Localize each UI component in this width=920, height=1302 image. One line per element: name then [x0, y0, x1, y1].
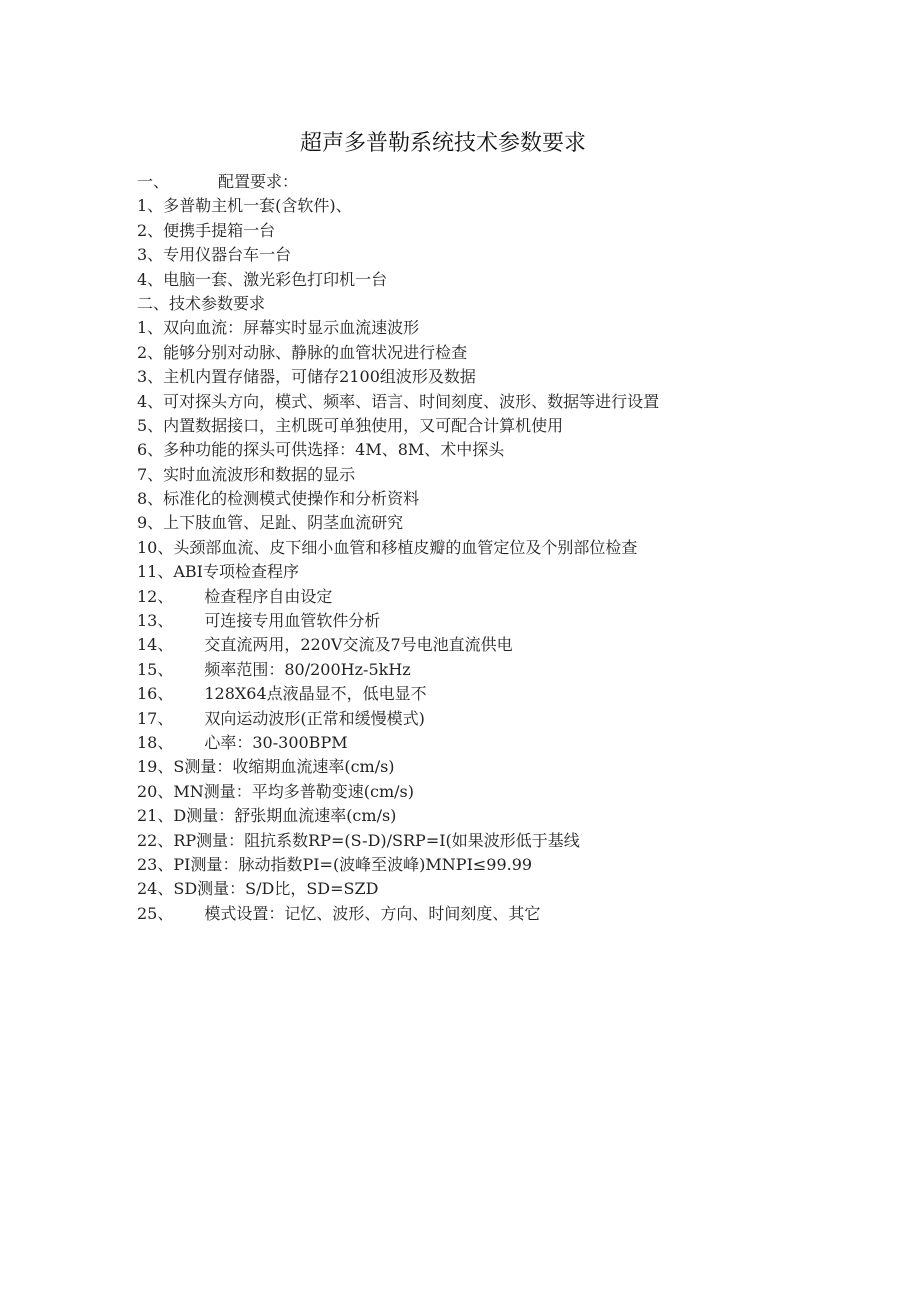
tech-item: 7、实时血流波形和数据的显示: [137, 464, 356, 484]
tech-item: 4、可对探头方向，模式、频率、语言、时间刻度、波形、数据等进行设置: [137, 391, 660, 411]
tech-item: 3、主机内置存储器，可储存2100组波形及数据: [137, 367, 476, 387]
config-item: 2、便携手提箱一台: [137, 220, 276, 240]
document-body: [137, 170, 897, 926]
config-item: 3、专用仪器台车一台: [137, 245, 292, 265]
tech-item: 19、S测量：收缩期血流速率(cm∕s): [137, 757, 395, 777]
tech-item: 1、双向血流：屏幕实时显示血流速波形: [137, 318, 420, 338]
tech-item: 5、内置数据接口，主机既可单独使用，又可配合计算机使用: [137, 415, 564, 435]
tech-item-number: 14、: [137, 635, 174, 655]
tech-item: 23、PI测量：脉动指数PI=(波峰至波峰)MNPI≤99.99: [137, 854, 533, 874]
tech-item: [137, 633, 897, 657]
config-item: 4、电脑一套、激光彩色打印机一台: [137, 269, 388, 289]
tech-item-number: 12、: [137, 586, 174, 606]
tech-item: 10、头颈部血流、皮下细小血管和移植皮瓣的血管定位及个别部位检查: [137, 537, 638, 557]
tech-item: 20、MN测量：平均多普勒变速(cm∕s): [137, 781, 414, 801]
tech-item-text: 频率范围：80∕200Hz-5kHz: [204, 659, 411, 679]
tech-item-number: 16、: [137, 684, 174, 704]
config-heading-text: 配置要求：: [218, 172, 299, 191]
tech-item: [137, 902, 897, 926]
tech-item: 2、能够分别对动脉、静脉的血管状况进行检查: [137, 342, 468, 362]
tech-item-text: 心率：30-300BPM: [204, 732, 348, 752]
config-heading-number: 一、: [137, 172, 170, 191]
document-title: 超声多普勒系统技术参数要求: [299, 131, 586, 156]
tech-item-text: 交直流两用，220V交流及7号电池直流供电: [204, 635, 513, 655]
tech-item-number: 18、: [137, 732, 174, 752]
tech-item: [137, 707, 897, 731]
tech-item: [137, 658, 897, 682]
tech-item: [137, 609, 897, 633]
tech-item-number: 15、: [137, 659, 174, 679]
tech-item: [137, 731, 897, 755]
tech-heading: 二、技术参数要求: [137, 293, 266, 313]
tech-item-number: 25、: [137, 903, 174, 923]
tech-item: 24、SD测量：S/D比，SD=SZD: [137, 879, 379, 899]
tech-item-text: 128X64点液晶显不，低电显不: [204, 684, 427, 704]
tech-item: 9、上下肢血管、足趾、阴茎血流研究: [137, 513, 404, 533]
tech-item: 22、RP测量：阻抗系数RP=(S-D)/SRP=I(如果波形低于基线: [137, 830, 580, 850]
tech-item-text: 模式设置：记忆、波形、方向、时间刻度、其它: [204, 903, 541, 923]
tech-item: 11、ABI专项检查程序: [137, 562, 299, 582]
tech-item-number: 17、: [137, 708, 174, 728]
tech-item: 6、多种功能的探头可供选择：4M、8M、术中探头: [137, 440, 505, 460]
tech-item: 21、D测量：舒张期血流速率(cm∕s): [137, 806, 397, 826]
config-item: 1、多普勒主机一套(含软件)、: [137, 196, 352, 216]
tech-item: 8、标准化的检测模式使操作和分析资料: [137, 489, 420, 509]
tech-item: [137, 585, 897, 609]
tech-item-text: 可连接专用血管软件分析: [204, 611, 381, 631]
config-heading: [137, 170, 897, 194]
tech-item: [137, 682, 897, 706]
tech-item-number: 13、: [137, 611, 174, 631]
tech-item-text: 双向运动波形(正常和缓慢模式): [204, 708, 425, 728]
tech-item-text: 检查程序自由设定: [204, 586, 333, 606]
